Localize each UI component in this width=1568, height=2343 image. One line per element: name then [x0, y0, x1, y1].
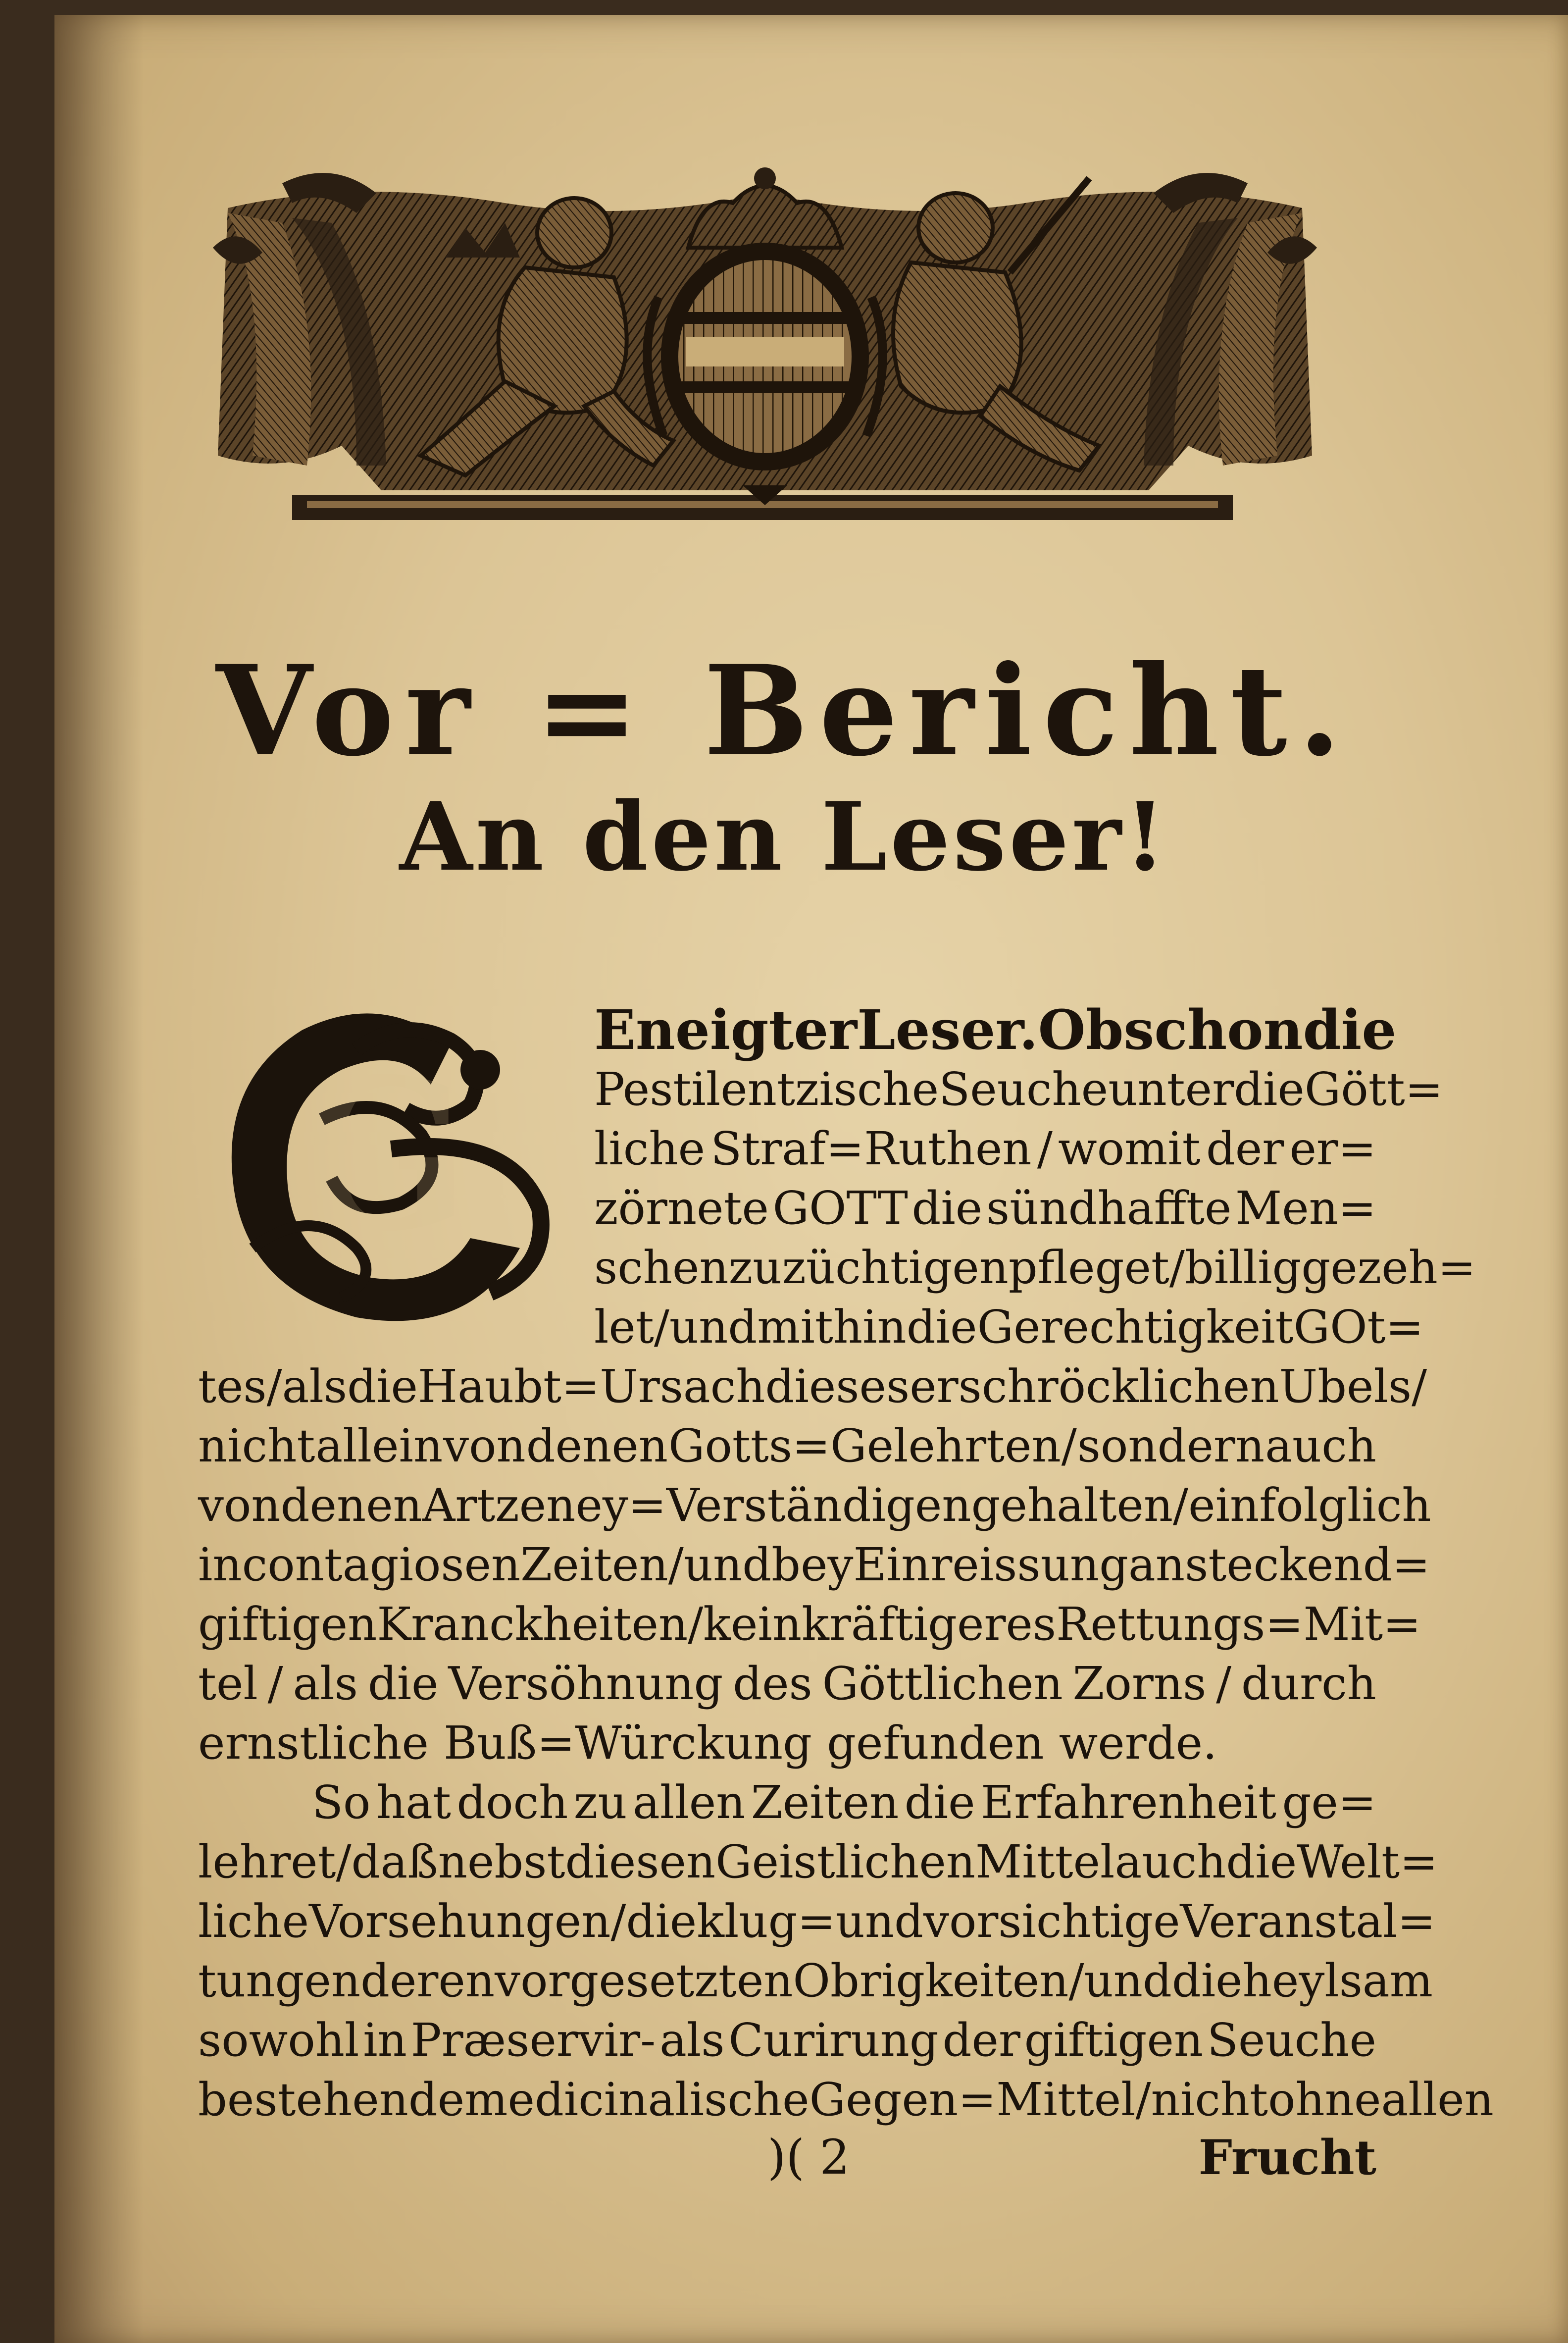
- text-line: ernstliche Buß=Würckung gefunden werde.: [198, 1717, 1217, 1770]
- text-line: Pestilentzische Seuche unter die Gött=: [594, 1063, 1443, 1116]
- signature-mark: )( 2: [767, 2130, 850, 2185]
- text-line: let / und mithin die Gerechtigkeit GOt=: [594, 1301, 1424, 1354]
- text-line: tel / als die Versöhnung des Göttlichen Zorns / durch: [198, 1657, 1376, 1710]
- text-line: nicht allein von denen Gotts=Gelehrten / sondern auch: [198, 1419, 1376, 1472]
- catchword: Frucht: [1198, 2130, 1376, 2186]
- text-line: lehret / daß nebst diesen Geistlichen Mittel auch die Welt=: [198, 1835, 1438, 1888]
- ornamental-initial-icon: [193, 971, 569, 1347]
- page-footer: [198, 2130, 1376, 2194]
- page-title: Vor = Bericht.: [216, 638, 1352, 783]
- page-subtitle: An den Leser!: [399, 781, 1169, 892]
- text-line: tungen deren vorgesetzten Obrigkeiten / und die heylsam: [198, 1954, 1433, 2007]
- text-line: von denen Artzeney=Verständigen gehalten / einfolglich: [198, 1479, 1431, 1532]
- text-line: liche Vorsehungen / die klug= und vorsichtige Veranstal=: [198, 1895, 1436, 1948]
- body-text: [198, 1357, 1494, 2130]
- text-line: liche Straf=Ruthen / womit der er=: [594, 1122, 1376, 1175]
- text-line: Eneigter Leser. Obschon die: [594, 998, 1397, 1062]
- text-line: zörnete GOTT die sündhaffte Men=: [594, 1182, 1376, 1235]
- text-line: schen zu züchtigen pfleget / billig gezeh=: [594, 1241, 1476, 1294]
- page-gutter-shadow: [54, 15, 144, 2343]
- text-line: tes / als die Haubt=Ursach dieses erschröcklichen Ubels /: [198, 1360, 1427, 1413]
- text-line: giftigen Kranckheiten / kein kräftigeres Rettungs=Mit=: [198, 1598, 1421, 1651]
- text-line: in contagiosen Zeiten / und bey Einreissung ansteckend=: [198, 1538, 1430, 1591]
- text-line: So hat doch zu allen Zeiten die Erfahrenheit ge=: [312, 1776, 1376, 1829]
- text-line: bestehende medicinalische Gegen=Mittel / nicht ohne allen: [198, 2073, 1494, 2126]
- woodcut-headpiece-icon: [208, 149, 1322, 535]
- text-line: sowohl in Præservir- als Curirung der giftigen Seuche: [198, 2014, 1376, 2067]
- opening-paragraph: [594, 998, 1476, 1357]
- initial-letter: G: [292, 1034, 470, 1278]
